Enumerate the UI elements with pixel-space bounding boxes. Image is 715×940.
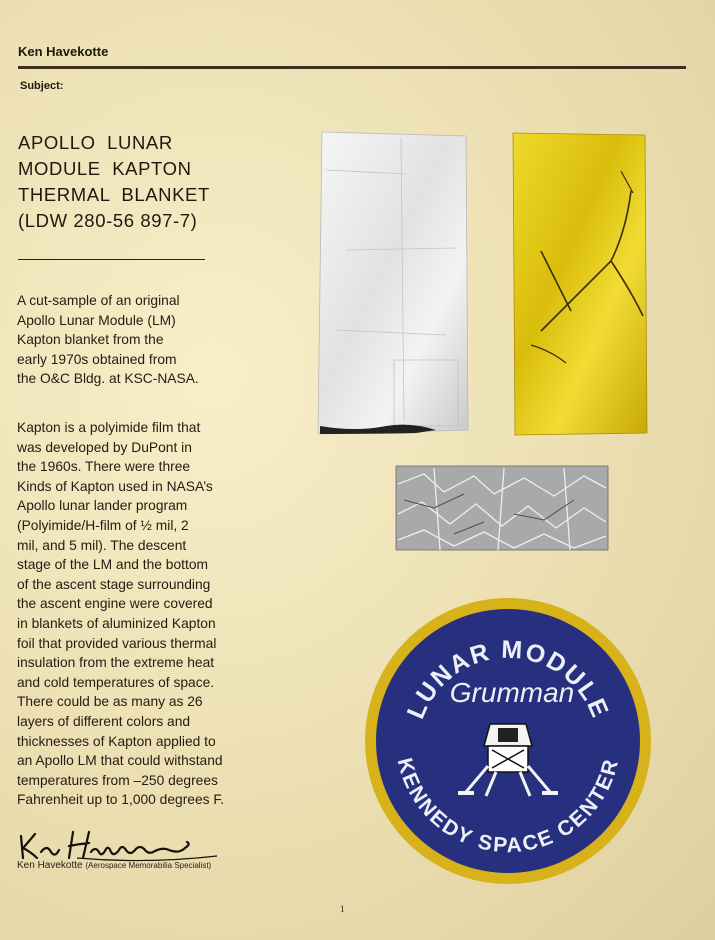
- kapton-line: Kinds of Kapton used in NASA’s: [17, 478, 213, 494]
- kapton-line: Apollo lunar lander program: [17, 498, 188, 514]
- kapton-line: foil that provided various thermal: [17, 635, 217, 651]
- kapton-line: mil, and 5 mil). The descent: [17, 537, 187, 553]
- intro-line: early 1970s obtained from: [17, 351, 177, 367]
- signature-caption: [17, 860, 211, 871]
- author-name: Ken Havekotte: [18, 44, 109, 59]
- gold-kapton-sample: [511, 131, 649, 437]
- silver-kapton-sample: [316, 130, 470, 436]
- kapton-line: Kapton is a polyimide film that: [17, 420, 201, 435]
- kapton-line: was developed by DuPont in: [17, 439, 192, 455]
- caption-name: Ken Havekotte: [17, 860, 83, 871]
- handwritten-signature: [17, 828, 247, 864]
- title-line-1: APOLLO LUNAR: [18, 132, 173, 153]
- kapton-line: stage of the LM and the bottom: [17, 557, 208, 573]
- page-number: 1: [340, 904, 345, 914]
- kapton-line: the 1960s. There were three: [17, 459, 191, 475]
- kapton-line: thicknesses of Kapton applied to: [17, 733, 216, 749]
- kapton-line: layers of different colors and: [17, 713, 191, 729]
- caption-title: (Aerospace Memorabilia Specialist): [85, 861, 212, 870]
- patch-top-text: LUNAR MODULE: [401, 635, 615, 723]
- header-divider: [18, 66, 686, 69]
- patch-script-text: Grumman: [449, 677, 575, 708]
- kapton-line: the ascent engine were covered: [17, 596, 213, 612]
- kapton-line: of the ascent stage surrounding: [17, 576, 211, 592]
- kapton-line: There could be as many as 26: [17, 694, 203, 710]
- intro-line: Apollo Lunar Module (LM): [17, 312, 176, 328]
- kapton-line: and cold temperatures of space.: [17, 674, 215, 690]
- kapton-line: Fahrenheit up to 1,000 degrees F.: [17, 792, 225, 808]
- kapton-line: insulation from the extreme heat: [17, 655, 215, 671]
- title-line-2: MODULE KAPTON: [18, 158, 192, 179]
- title-underline: [18, 259, 205, 260]
- crinkled-foil-sample: [394, 464, 610, 553]
- kapton-line: (Polyimide/H-film of ½ mil, 2: [17, 517, 189, 533]
- intro-line: A cut-sample of an original: [17, 293, 180, 308]
- lunar-module-patch: [362, 596, 654, 886]
- document-title: [18, 130, 278, 234]
- subject-label: Subject:: [20, 80, 64, 92]
- kapton-line: an Apollo LM that could withstand: [17, 753, 223, 769]
- kapton-line: in blankets of aluminized Kapton: [17, 615, 216, 631]
- intro-line: Kapton blanket from the: [17, 332, 164, 348]
- intro-paragraph: [17, 291, 279, 389]
- intro-line: the O&C Bldg. at KSC-NASA.: [17, 371, 199, 387]
- patch-bottom-text: KENNEDY SPACE CENTER: [392, 755, 624, 858]
- title-line-3: THERMAL BLANKET: [18, 184, 210, 205]
- kapton-paragraph: [17, 418, 279, 810]
- kapton-line: temperatures from –250 degrees: [17, 772, 218, 788]
- title-line-4: (LDW 280-56 897-7): [18, 210, 198, 231]
